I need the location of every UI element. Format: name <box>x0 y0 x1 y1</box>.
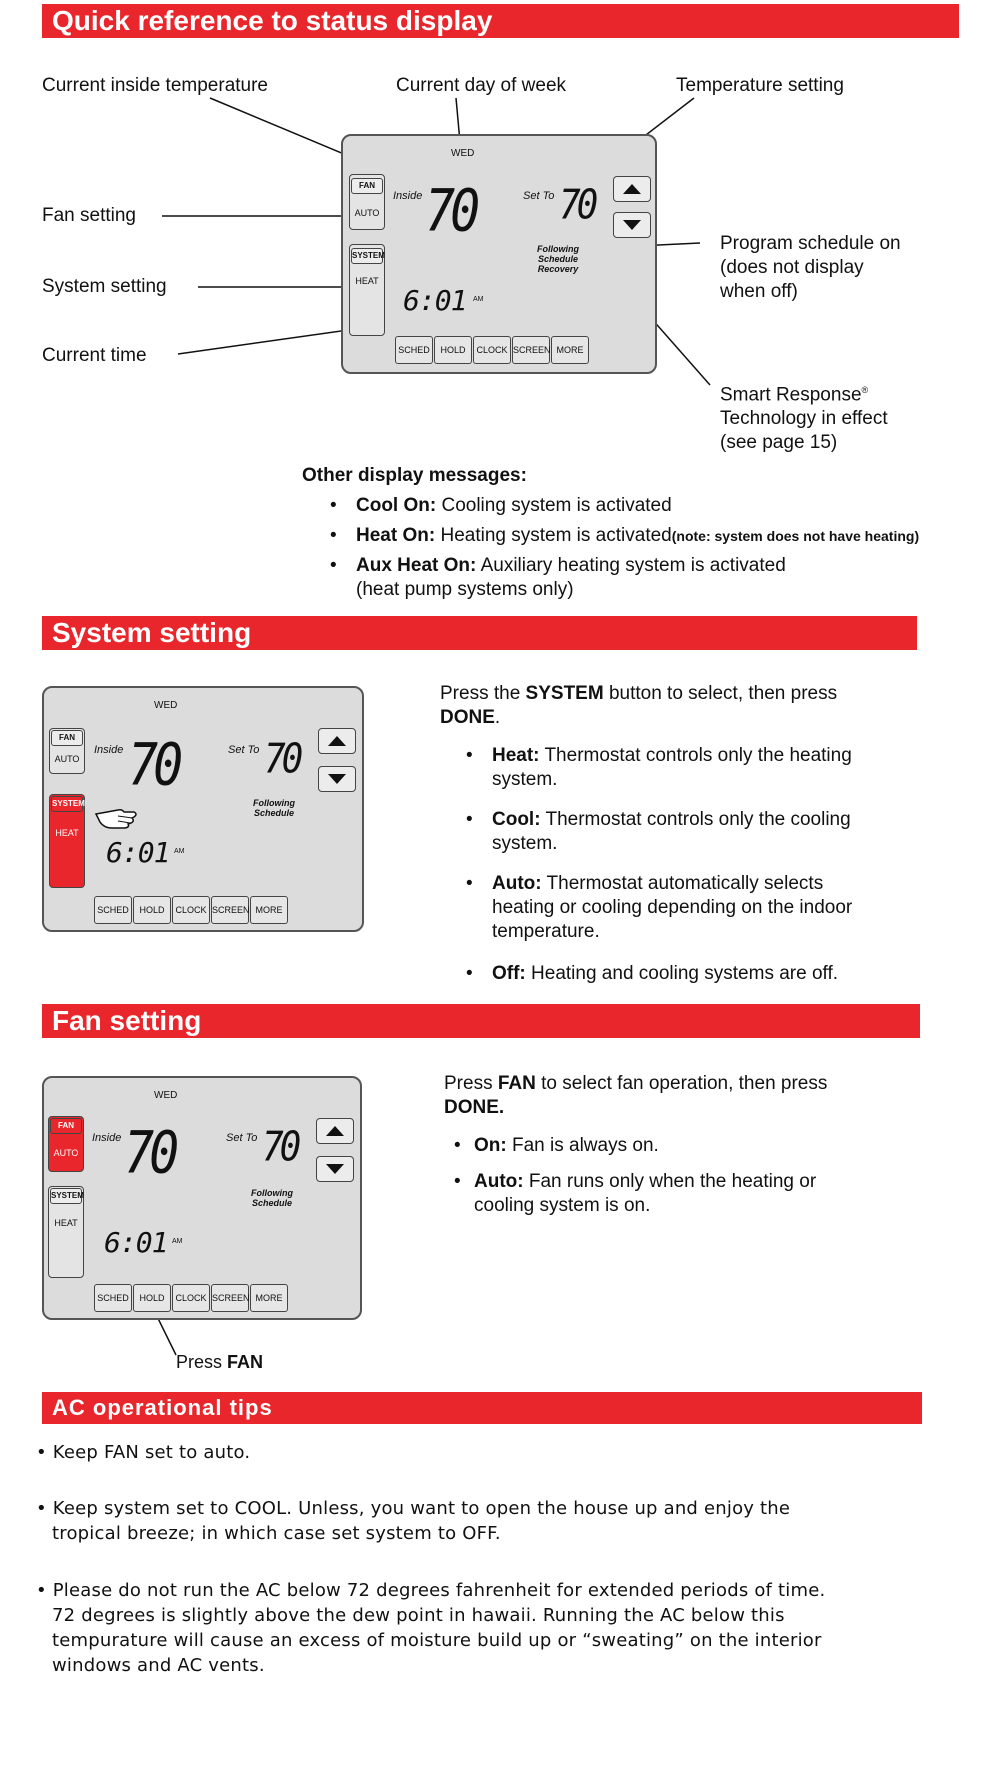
label-program-schedule: Program schedule on (does not display when off) <box>720 233 901 302</box>
schedule-status: Following Schedule Recovery <box>537 244 579 274</box>
fan-value: AUTO <box>354 208 380 218</box>
section-banner-system: System setting <box>42 616 917 650</box>
label-fan-setting: Fan setting <box>42 205 136 226</box>
temp-up-button[interactable] <box>613 176 651 202</box>
fan-option-on: • On: Fan is always on. <box>454 1135 659 1156</box>
temp-down-button[interactable] <box>318 766 356 792</box>
set-to-label: Set To <box>226 1132 258 1144</box>
day-display: WED <box>154 700 178 711</box>
fan-option-auto: • Auto: Fan runs only when the heating or cooling system is on. <box>454 1171 817 1216</box>
label-smart-response: Smart Response® Technology in effect (see page 15) <box>720 384 888 454</box>
schedule-status: Following Schedule <box>251 1188 293 1208</box>
set-temp: 70 <box>262 1123 298 1171</box>
system-option-auto: • Auto: Thermostat automatically selects heating or cooling depending on the indoor temperature. <box>466 873 853 942</box>
set-to-label: Set To <box>523 190 555 202</box>
arrow-down-icon <box>328 774 346 784</box>
label-press-fan: Press FAN <box>176 1352 264 1372</box>
fan-button[interactable]: FAN <box>351 178 383 194</box>
message-heat-on: • Heat On: Heating system is activated(note: system does not have heating) <box>330 525 920 546</box>
fan-value: AUTO <box>53 1148 79 1158</box>
hold-button[interactable]: HOLD <box>133 896 171 924</box>
day-display: WED <box>154 1090 178 1101</box>
label-system-setting: System setting <box>42 276 167 297</box>
set-to-label: Set To <box>228 744 260 756</box>
inside-label: Inside <box>92 1132 122 1144</box>
label-temp-setting: Temperature setting <box>676 75 844 96</box>
other-messages-heading: Other display messages: <box>302 465 527 486</box>
temp-up-button[interactable] <box>316 1118 354 1144</box>
day-display: WED <box>451 148 475 159</box>
tip-fan-auto: • Keep FAN set to auto. <box>36 1442 251 1463</box>
sched-button[interactable]: SCHED <box>94 1284 132 1312</box>
system-value: HEAT <box>55 828 79 838</box>
clock-button[interactable]: CLOCK <box>172 1284 210 1312</box>
arrow-up-icon <box>328 736 346 746</box>
more-button[interactable]: MORE <box>250 896 288 924</box>
more-button[interactable]: MORE <box>551 336 589 364</box>
inside-temp: 70 <box>128 731 179 799</box>
label-current-time: Current time <box>42 345 147 366</box>
thermostat-display-fan <box>42 1076 362 1320</box>
sched-button[interactable]: SCHED <box>395 336 433 364</box>
system-button[interactable]: SYSTEM <box>50 1188 82 1204</box>
inside-temp: 70 <box>124 1119 175 1187</box>
message-cool-on: • Cool On: Cooling system is activated <box>330 495 672 516</box>
tip-system-cool: • Keep system set to COOL. Unless, you want to open the house up and enjoy the tropical breeze; in which case set system to OFF. <box>36 1498 791 1544</box>
message-aux-heat-on: • Aux Heat On: Auxiliary heating system is activated (heat pump systems only) <box>330 555 786 600</box>
screen-button[interactable]: SCREEN <box>211 1284 249 1312</box>
system-option-off: • Off: Heating and cooling systems are off. <box>466 963 839 984</box>
thermostat-display-main <box>341 134 657 374</box>
arrow-down-icon <box>326 1164 344 1174</box>
tip-temperature: • Please do not run the AC below 72 degrees fahrenheit for extended periods of time. 72 degrees is slightly above the dew point in hawaii. Running the AC below this tempurature will cause an excess of moisture build up or “sweating” on the interior windows and AC vents. <box>36 1580 826 1676</box>
thermostat-display-system <box>42 686 364 932</box>
fan-button[interactable]: FAN <box>51 730 83 746</box>
system-value: HEAT <box>355 276 379 286</box>
fan-button[interactable]: FAN <box>50 1118 82 1134</box>
am-indicator: AM <box>172 1238 183 1245</box>
temp-down-button[interactable] <box>316 1156 354 1182</box>
arrow-up-icon <box>326 1126 344 1136</box>
system-value: HEAT <box>54 1218 78 1228</box>
temp-down-button[interactable] <box>613 212 651 238</box>
system-button[interactable]: SYSTEM <box>51 796 83 812</box>
inside-temp: 70 <box>425 177 476 245</box>
am-indicator: AM <box>174 848 185 855</box>
system-option-cool: • Cool: Thermostat controls only the cooling system. <box>466 809 851 854</box>
system-option-heat: • Heat: Thermostat controls only the heating system. <box>466 745 852 790</box>
more-button[interactable]: MORE <box>250 1284 288 1312</box>
inside-label: Inside <box>94 744 124 756</box>
sched-button[interactable]: SCHED <box>94 896 132 924</box>
section-banner-quick: Quick reference to status display <box>42 4 959 38</box>
inside-label: Inside <box>393 190 423 202</box>
set-temp: 70 <box>264 735 300 783</box>
clock-button[interactable]: CLOCK <box>172 896 210 924</box>
hold-button[interactable]: HOLD <box>434 336 472 364</box>
time-display: 6:01 <box>106 836 170 869</box>
bottom-buttons <box>94 1284 289 1312</box>
bottom-buttons <box>395 336 590 364</box>
screen-button[interactable]: SCREEN <box>512 336 550 364</box>
label-day-of-week: Current day of week <box>396 75 567 96</box>
temp-up-button[interactable] <box>318 728 356 754</box>
pointing-hand-icon <box>92 800 140 832</box>
arrow-up-icon <box>623 184 641 194</box>
time-display: 6:01 <box>104 1226 168 1259</box>
system-button[interactable]: SYSTEM <box>351 248 383 264</box>
label-inside-temp: Current inside temperature <box>42 75 268 96</box>
set-temp: 70 <box>559 181 595 229</box>
time-display: 6:01 <box>403 284 467 317</box>
screen-button[interactable]: SCREEN <box>211 896 249 924</box>
system-intro: Press the SYSTEM button to select, then press DONE. <box>440 683 838 728</box>
fan-value: AUTO <box>54 754 80 764</box>
arrow-down-icon <box>623 220 641 230</box>
section-banner-fan: Fan setting <box>42 1004 920 1038</box>
schedule-status: Following Schedule <box>253 798 295 818</box>
section-banner-tips: AC operational tips <box>42 1392 922 1424</box>
hold-button[interactable]: HOLD <box>133 1284 171 1312</box>
clock-button[interactable]: CLOCK <box>473 336 511 364</box>
fan-intro: Press FAN to select fan operation, then press DONE. <box>444 1073 828 1118</box>
bottom-buttons <box>94 896 289 924</box>
am-indicator: AM <box>473 296 484 303</box>
